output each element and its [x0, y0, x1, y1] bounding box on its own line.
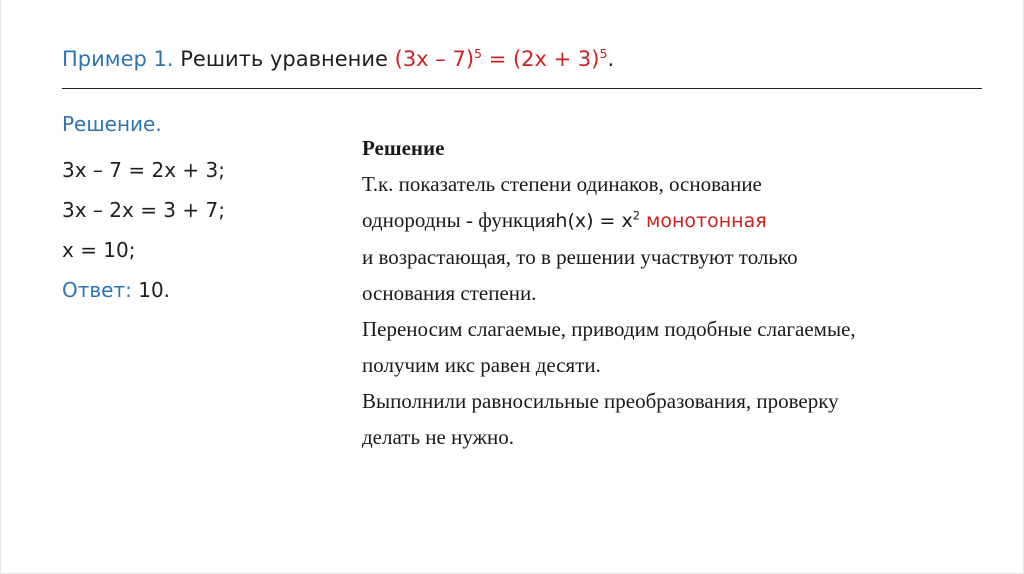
title-text: Решить уравнение	[173, 47, 395, 71]
function-formula	[555, 210, 640, 232]
answer-label: Ответ:	[62, 278, 132, 302]
explanation-line-8: делать не нужно.	[362, 425, 515, 449]
monotonic-word: монотонная	[640, 210, 767, 232]
step-2: 3x – 2x = 3 + 7;	[62, 198, 225, 222]
example-label: Пример 1.	[62, 47, 174, 71]
step-3: x = 10;	[62, 238, 136, 262]
equation-left: (3x – 7)	[394, 47, 475, 71]
explanation-line-7: Выполнили равносильные преобразования, проверку	[362, 389, 839, 413]
title-divider	[62, 88, 982, 89]
explanation-line-5: Переносим слагаемые, приводим подобные слагаемые,	[362, 317, 856, 341]
explanation-heading: Решение	[362, 136, 445, 160]
explanation	[362, 130, 992, 455]
exponent-right: 5	[599, 46, 608, 61]
function-formula-base: h(x) = x	[555, 210, 633, 232]
explanation-line-2	[362, 202, 992, 239]
slide-title	[62, 44, 982, 74]
equation	[395, 47, 608, 71]
title-end: .	[607, 47, 615, 71]
function-exponent: 2	[632, 208, 641, 223]
explanation-line-4: основания степени.	[362, 281, 537, 305]
solution-heading: Решение.	[62, 112, 162, 136]
answer	[62, 270, 322, 310]
explanation-line-6: получим икс равен десяти.	[362, 353, 601, 377]
exponent-left: 5	[474, 46, 483, 61]
equation-right: = (2x + 3)	[482, 47, 600, 71]
explanation-line-3: и возрастающая, то в решении участвуют только	[362, 245, 798, 269]
step-1: 3x – 7 = 2x + 3;	[62, 158, 225, 182]
explanation-line-2-text: однородны - функция	[362, 208, 556, 232]
answer-value: 10.	[131, 278, 171, 302]
solution-steps	[62, 108, 322, 310]
explanation-line-1: Т.к. показатель степени одинаков, основание	[362, 172, 762, 196]
